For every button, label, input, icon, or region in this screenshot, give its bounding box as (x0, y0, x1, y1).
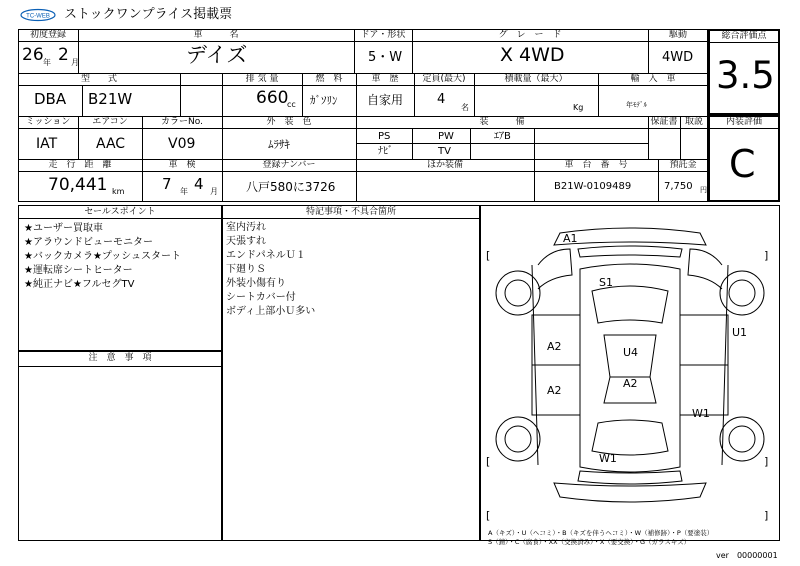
mission: IAT (36, 136, 58, 152)
label-load: 積載量（最大） (504, 74, 568, 84)
door-shape: 5・W (368, 50, 403, 65)
label-exterior-color: 外 装 色 (266, 117, 312, 127)
label-mileage: 走 行 距 離 (48, 160, 112, 170)
bracket: ] (764, 509, 769, 522)
note-item: ボディ上部小Ｕ多い (226, 306, 316, 317)
caution-box (18, 351, 222, 541)
equip-tv: TV (438, 146, 451, 157)
label-history: 車 歴 (371, 74, 399, 84)
damage-mark: U4 (623, 346, 639, 359)
damage-mark: W1 (692, 407, 710, 420)
note-item: 下廻りＳ (226, 264, 266, 275)
version-label: ver 00000001 (716, 551, 778, 560)
chassis-no: B21W-0109489 (554, 181, 632, 192)
displacement: 660 (256, 88, 289, 108)
sales-point-item: ★運転席シートヒーター (24, 265, 133, 276)
sales-point-item: ★ユーザー買取車 (24, 223, 103, 234)
label-plate: 登録ナンバー (262, 160, 316, 170)
svg-text:TC-WEB: TC-WEB (26, 13, 50, 20)
label-notes: 特記事項・不具合箇所 (305, 207, 396, 217)
label-fuel: 燃 料 (315, 74, 343, 84)
damage-mark: A2 (547, 384, 562, 397)
history: 自家用 (367, 93, 404, 107)
sales-points-list (24, 222, 181, 292)
logo (20, 7, 56, 21)
insp-year-unit: 年 (180, 187, 188, 196)
damage-mark: A1 (563, 232, 578, 245)
plate: 八戸580に3726 (246, 180, 336, 194)
insp-month: 4 (194, 175, 204, 193)
label-equipment: 装 備 (479, 117, 525, 127)
interior-score: C (729, 142, 756, 186)
equip-pw: PW (438, 131, 454, 142)
displacement-unit: cc (287, 100, 296, 109)
label-sales-points: セールスポイント (84, 207, 156, 217)
label-capacity: 定員(最大) (422, 74, 466, 84)
capacity: 4 (437, 92, 446, 107)
bracket: ] (764, 249, 769, 262)
fuel: ｶﾞｿﾘﾝ (310, 94, 338, 107)
car-diagram (480, 205, 780, 541)
load-unit: Kg (573, 103, 584, 112)
label-inspection: 車 検 (168, 160, 196, 170)
label-displacement: 排 気 量 (245, 74, 279, 84)
label-chassis-no: 車 台 番 号 (564, 160, 628, 170)
deposit-unit: 円 (700, 186, 707, 194)
import-note: 年ﾓﾃﾞﾙ (626, 101, 647, 109)
model: B21W (88, 90, 133, 108)
label-mission: ミッション (25, 117, 71, 127)
note-item: シートカバー付 (226, 292, 296, 303)
legend-line-1: A（キズ）・U（ヘコミ）・B（キズを伴うヘコミ）・W（補修跡）・P（要塗装） (488, 529, 714, 537)
notes-list (226, 221, 315, 319)
label-grade: グ レ ー ド (498, 30, 562, 40)
first-reg-month: 2 (58, 45, 69, 65)
model-prefix: DBA (34, 90, 67, 108)
overall-score: 3.5 (716, 54, 775, 97)
bracket: ] (764, 455, 769, 468)
exterior-color: ﾑﾗｻｷ (268, 138, 290, 151)
first-reg-year-unit: 年 (43, 58, 51, 67)
label-overall-score: 総合評価点 (721, 31, 767, 41)
first-reg-month-unit: 月 (71, 58, 79, 67)
capacity-unit: 名 (461, 103, 469, 112)
insp-month-unit: 月 (210, 187, 218, 196)
label-deposit: 預託金 (669, 160, 697, 170)
color-no: V09 (168, 136, 196, 152)
deposit: 7,750 (664, 181, 693, 192)
label-first-reg: 初度登録 (29, 30, 66, 40)
damage-mark: A2 (547, 340, 562, 353)
aircon: AAC (96, 136, 126, 152)
legend-line-2: S（錆）・C（腐食）・XX（交換済み）・X（要交換）・G（ガラスキズ） (488, 538, 691, 546)
label-caution: 注 意 事 項 (88, 353, 152, 363)
note-item: エンドパネルＵ１ (226, 250, 306, 261)
insp-year: 7 (162, 175, 172, 193)
equip-ps: PS (378, 131, 391, 142)
equip-navi: ﾅﾋﾞ (378, 146, 393, 157)
label-manual: 取説 (684, 117, 703, 127)
label-aircon: エアコン (92, 117, 128, 127)
drive: 4WD (662, 50, 694, 65)
label-color-no: カラーNo. (161, 117, 203, 127)
sales-point-item: ★アラウンドビューモニター (24, 237, 153, 248)
note-item: 室内汚れ (226, 222, 266, 233)
sales-point-item: ★純正ナビ★フルセグTV (24, 279, 135, 290)
note-item: 外装小傷有り (226, 278, 286, 289)
vehicle-name: デイズ (186, 43, 248, 67)
grade: X 4WD (500, 44, 565, 66)
label-import: 輸 入 車 (630, 74, 676, 84)
bracket: [ (486, 455, 491, 468)
page-title: ストックワンプライス掲載票 (64, 7, 233, 22)
label-model: 型 式 (80, 74, 117, 84)
note-item: 天張すれ (226, 236, 266, 247)
label-warranty: 保証書 (650, 117, 678, 127)
first-reg-year: 26 (22, 45, 44, 65)
sales-point-item: ★バックカメラ★プッシュスタート (24, 251, 182, 262)
damage-mark: A2 (623, 377, 638, 390)
label-other-equipment: ほか装備 (426, 160, 463, 170)
label-drive: 駆動 (668, 30, 687, 40)
mileage-unit: km (112, 187, 125, 196)
label-door-shape: ドア・形状 (360, 30, 406, 40)
mileage: 70,441 (48, 175, 108, 195)
bracket: [ (486, 249, 491, 262)
damage-mark: U1 (732, 326, 748, 339)
damage-mark: S1 (599, 276, 613, 289)
label-interior-score: 内装評価 (725, 117, 762, 127)
bracket: [ (486, 509, 491, 522)
damage-mark: W1 (599, 452, 617, 465)
equip-ab: ｴｱB (494, 131, 511, 142)
label-vehicle-name: 車 名 (193, 30, 239, 40)
